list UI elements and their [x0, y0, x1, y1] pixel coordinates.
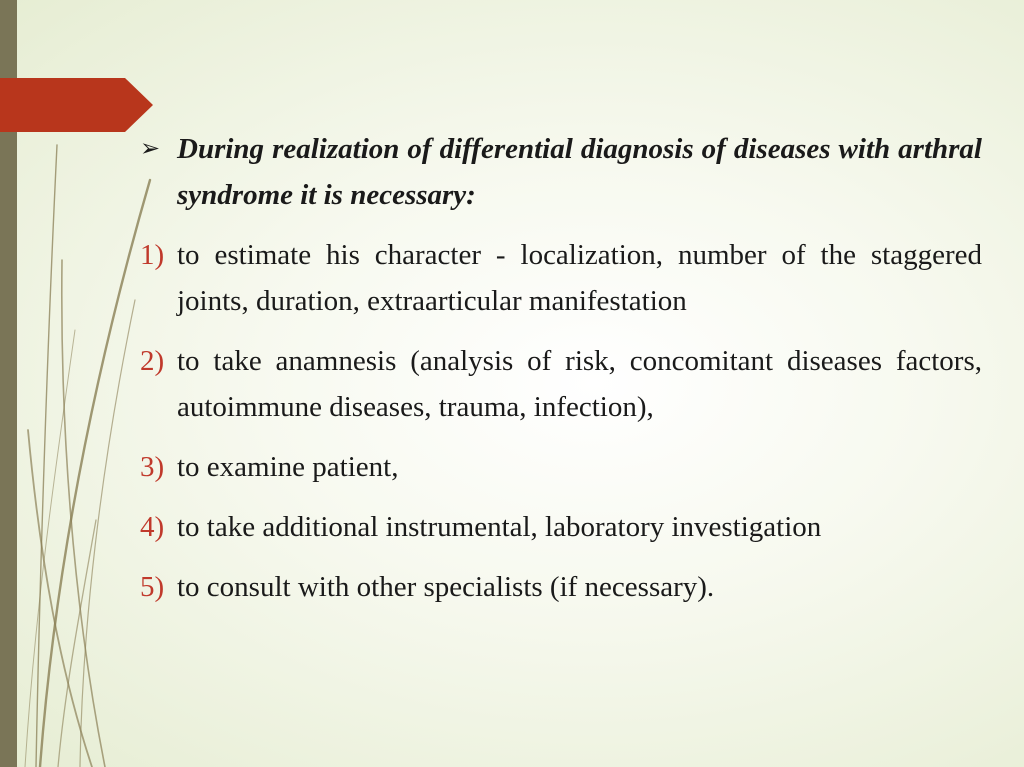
arrow-bullet-icon: ➢: [140, 136, 161, 162]
list-item-text: to examine patient,: [177, 451, 399, 483]
list-item: [140, 232, 982, 324]
list-item-number: 1): [140, 239, 165, 271]
list-item-number: 4): [140, 511, 165, 543]
list-item-text: to estimate his character - localization, number of the staggered joints, duration, extraarticular manifestation: [177, 239, 982, 317]
list-item-number: 2): [140, 345, 165, 377]
list-item-number: 5): [140, 571, 165, 603]
list-item-text: to take anamnesis (analysis of risk, concomitant diseases factors, autoimmune diseases, trauma, infection),: [177, 345, 982, 423]
list-item-number: 3): [140, 451, 165, 483]
list-item: [140, 564, 982, 610]
list-item: [140, 338, 982, 430]
list-item: [140, 504, 982, 550]
slide-content: [140, 126, 982, 624]
list-item-text: to take additional instrumental, laboratory investigation: [177, 511, 822, 543]
list-item-text: to consult with other specialists (if necessary).: [177, 571, 715, 603]
list-item: [140, 444, 982, 490]
intro-text: During realization of differential diagnosis of diseases with arthral syndrome it is necessary:: [177, 133, 982, 211]
intro-bullet: [140, 126, 982, 218]
accent-tab-shape: [0, 78, 153, 132]
